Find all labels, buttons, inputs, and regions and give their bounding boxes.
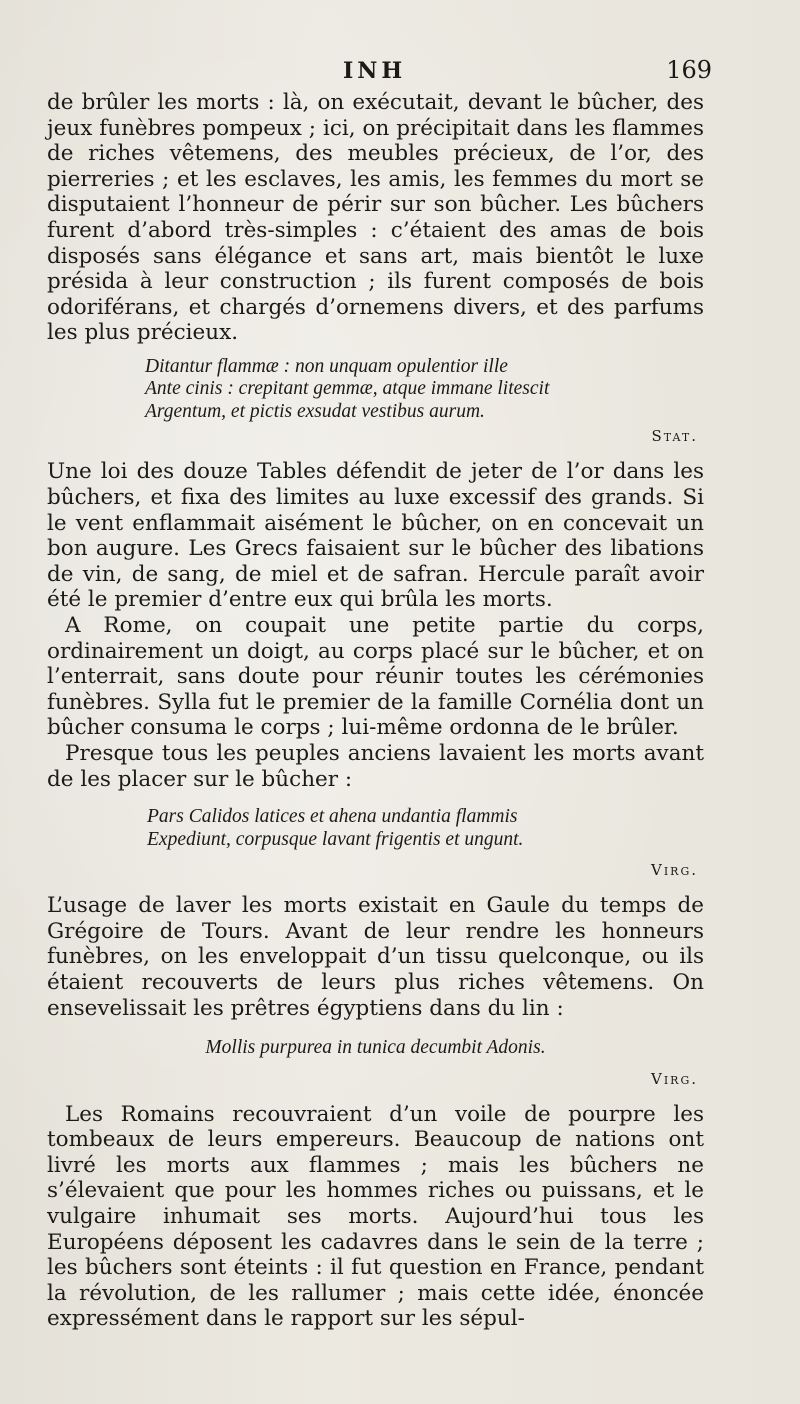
paragraph-1: de brûler les morts : là, on exécutait, devant le bûcher, des jeux funèbres pompeux ; ici, on précipitait dans les flammes de riches vêtemens, des meubles précieux, de l’or, des pierreries ; et les esclaves, les amis, les femmes du mort se disputaient l’honneur de périr sur son bûcher. Les bûchers furent d’abord très-simples : c’étaient des amas de bois disposés sans élégance et sans art, mais bientôt le luxe présida à leur construction ; ils furent composés de bois odoriférans, et chargés d’ornemens divers, et des parfums les plus précieux.: [47, 90, 704, 346]
running-head-title: INH: [343, 58, 407, 84]
quote-line: Pars Calidos latices et ahena undantia flammis: [147, 806, 518, 828]
quote-attribution-virgil-2: Virg.: [650, 1069, 698, 1088]
running-head: [47, 56, 712, 90]
quote-line: Mollis purpurea in tunica decumbit Adonis.: [205, 1037, 546, 1059]
quote-line: Ante cinis : crepitant gemmæ, atque immane litescit: [145, 378, 550, 400]
latin-quote-virgil-1: [47, 806, 704, 851]
latin-quote-virgil-2: [47, 1037, 704, 1060]
page-number: 169: [666, 56, 712, 84]
paragraph-3: A Rome, on coupait une petite partie du corps, ordinairement un doigt, au corps placé sur le bûcher, et on l’enterrait, sans doute pour réunir toutes les cérémonies funèbres. Sylla fut le premier de la famille Cornélia dont un bûcher consuma le corps ; lui-même ordonna de le brûler.: [47, 613, 704, 741]
quote-attribution-virgil-1: Virg.: [650, 861, 698, 880]
paragraph-6: Les Romains recouvraient d’un voile de pourpre les tombeaux de leurs empereurs. Beaucoup de nations ont livré les morts aux flammes ; mais les bûchers ne s’élevaient que pour les hommes riches ou puissans, et le vulgaire inhumait ses morts. Aujourd’hui tous les Européens déposent les cadavres dans le sein de la terre ; les bûchers sont éteints : il fut question en France, pendant la révolution, de les rallumer ; mais cette idée, énoncée expressément dans le rapport sur les sépul-: [47, 1101, 704, 1332]
latin-quote-statius: [47, 356, 704, 424]
paragraph-4: Presque tous les peuples anciens lavaient les morts avant de les placer sur le bûcher :: [47, 740, 704, 792]
quote-line: Expediunt, corpusque lavant frigentis et ungunt.: [147, 828, 524, 850]
paragraph-5: L’usage de laver les morts existait en Gaule du temps de Grégoire de Tours. Avant de leur rendre les honneurs funèbres, on les enveloppait d’un tissu quelconque, ou ils étaient recouverts de leurs plus riches vêtemens. On ensevelissait les prêtres égyptiens dans du lin :: [47, 893, 704, 1021]
quote-line: Ditantur flammæ : non unquam opulentior ille: [145, 355, 508, 377]
quote-attribution-statius: Stat.: [651, 427, 698, 446]
quote-line: Argentum, et pictis exsudat vestibus aurum.: [145, 400, 485, 422]
paragraph-2: Une loi des douze Tables défendit de jeter de l’or dans les bûchers, et fixa des limites au luxe excessif des grands. Si le vent enflammait aisément le bûcher, on en concevait un bon augure. Les Grecs faisaient sur le bûcher des libations de vin, de sang, de miel et de safran. Hercule paraît avoir été le premier d’entre eux qui brûla les morts.: [47, 459, 704, 613]
